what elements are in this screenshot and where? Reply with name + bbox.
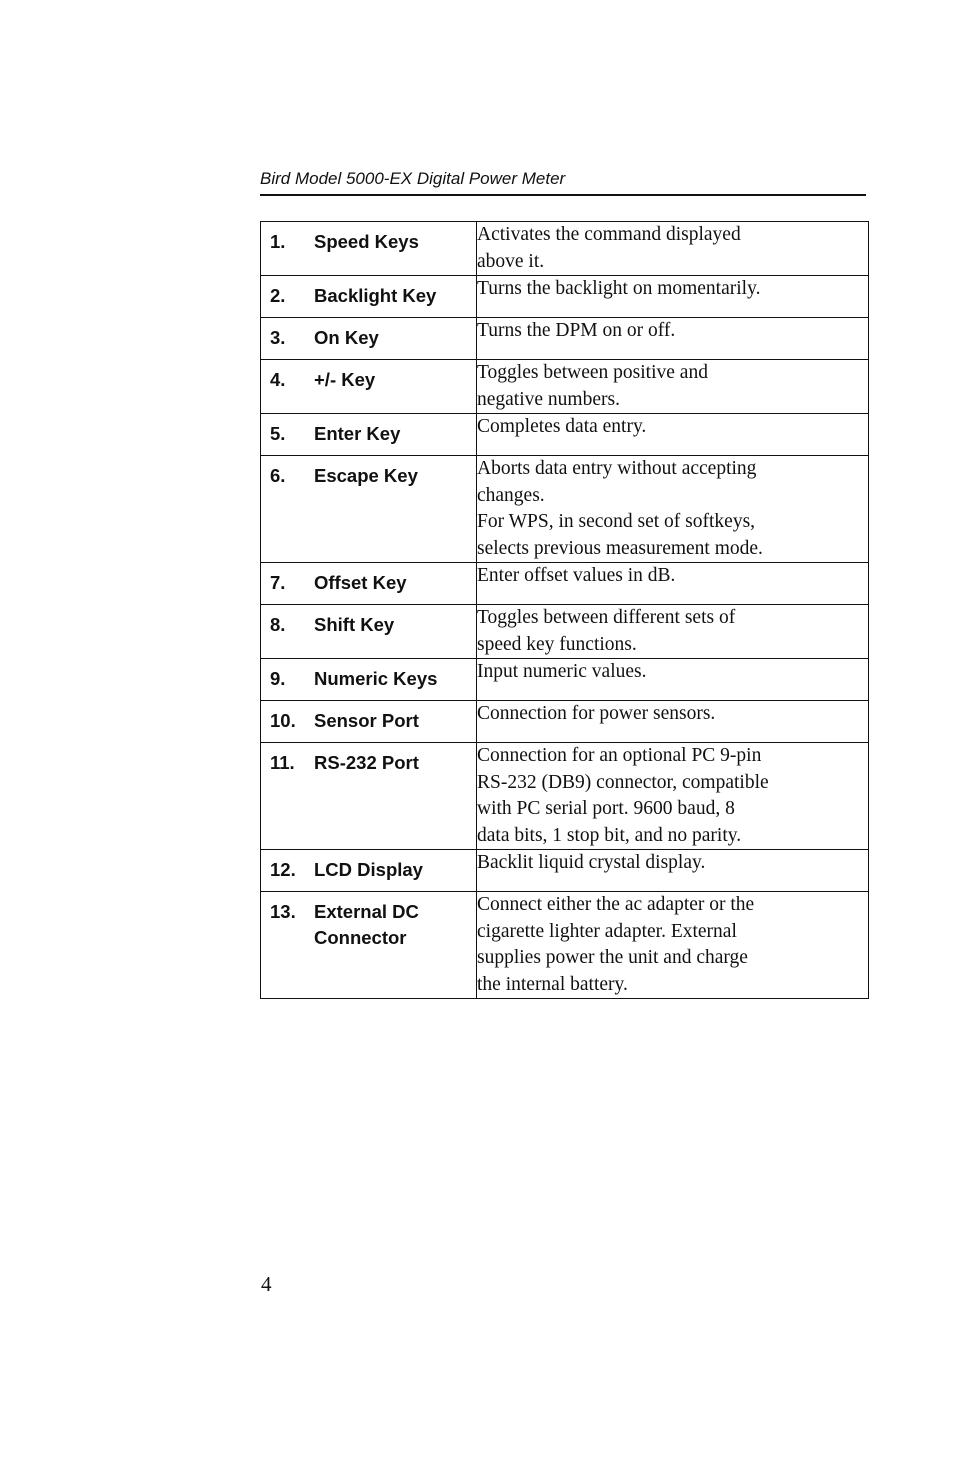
description-line: data bits, 1 stop bit, and no parity. [477,824,742,846]
key-label [261,563,476,604]
key-number: 3. [270,327,286,348]
key-name: Offset Key [314,572,407,593]
key-number: 12. [270,859,296,880]
description-cell [477,276,869,318]
table-row [261,318,869,360]
key-number: 13. [270,901,296,922]
description-line: Toggles between positive and [477,362,708,383]
key-name: On Key [314,327,379,348]
description-line: negative numbers. [477,388,620,410]
key-cell [261,605,477,659]
key-name: LCD Display [314,859,423,880]
description-line: Connect either the ac adapter or the [477,894,755,915]
description-cell [477,563,869,605]
table-row [261,659,869,701]
key-number: 2. [270,285,286,306]
key-label [261,605,476,646]
key-function-table [260,221,869,999]
key-cell [261,276,477,318]
key-label [261,360,476,401]
key-cell [261,456,477,563]
description-cell [477,222,869,276]
description-cell [477,456,869,563]
description-line: For WPS, in second set of softkeys, [477,511,756,532]
description-line: supplies power the unit and charge [477,947,748,968]
description-line: RS-232 (DB9) connector, compatible [477,771,769,793]
description-line: with PC serial port. 9600 baud, 8 [477,798,735,819]
key-label [261,276,476,317]
table-row [261,563,869,605]
key-name: Sensor Port [314,710,419,731]
key-name: Enter Key [314,423,401,444]
key-number: 1. [270,231,286,252]
key-cell [261,850,477,892]
key-number: 7. [270,572,286,593]
key-number: 8. [270,614,286,635]
description-line: Connection for power sensors. [477,703,716,724]
description-line: Aborts data entry without accepting [477,458,757,479]
table-row [261,892,869,999]
description-line: the internal battery. [477,973,628,995]
key-cell [261,659,477,701]
table-row [261,276,869,318]
table-row [261,222,869,276]
key-name: RS-232 Port [314,752,419,773]
key-label [261,456,476,497]
table-row [261,605,869,659]
description-line: selects previous measurement mode. [477,537,763,559]
description-cell [477,414,869,456]
key-cell [261,892,477,999]
description-cell [477,605,869,659]
key-cell [261,360,477,414]
key-name: External DC Connector [314,901,419,948]
table-row [261,701,869,743]
table-row [261,360,869,414]
description-line: Toggles between different sets of [477,607,736,628]
description-line: Backlit liquid crystal display. [477,852,706,873]
description-cell [477,659,869,701]
key-number: 9. [270,668,286,689]
description-line: speed key functions. [477,633,637,655]
key-name: Escape Key [314,465,418,486]
key-name: Shift Key [314,614,395,635]
key-number: 11. [270,752,295,773]
key-cell [261,414,477,456]
description-line: Completes data entry. [477,416,647,437]
description-line: Input numeric values. [477,661,647,682]
description-line: changes. [477,484,545,506]
description-cell [477,360,869,414]
table-row [261,456,869,563]
description-line: Connection for an optional PC 9-pin [477,745,762,766]
page-number: 4 [261,1272,272,1296]
key-number: 6. [270,465,286,486]
key-label [261,743,476,784]
description-cell [477,850,869,892]
key-cell [261,563,477,605]
key-label [261,850,476,891]
running-header: Bird Model 5000-EX Digital Power Meter [260,168,866,196]
description-line: cigarette lighter adapter. External [477,920,737,942]
key-number: 10. [270,710,296,731]
key-label [261,892,476,959]
key-name: Speed Keys [314,231,419,252]
key-number: 5. [270,423,286,444]
key-label [261,701,476,742]
key-label [261,222,476,263]
description-cell [477,892,869,999]
key-function-table-body [261,222,869,999]
table-row [261,743,869,850]
description-line: Turns the DPM on or off. [477,320,676,341]
key-name: +/- Key [314,369,376,390]
table-row [261,414,869,456]
key-label [261,318,476,359]
key-cell [261,743,477,850]
key-name: Backlight Key [314,285,437,306]
table-row [261,850,869,892]
key-number: 4. [270,369,286,390]
key-cell [261,222,477,276]
description-cell [477,743,869,850]
description-line: Activates the command displayed [477,224,741,245]
key-cell [261,318,477,360]
key-label [261,414,476,455]
key-label [261,659,476,700]
description-cell [477,701,869,743]
description-line: above it. [477,250,545,272]
description-line: Turns the backlight on momentarily. [477,278,761,299]
description-line: Enter offset values in dB. [477,565,676,586]
key-name: Numeric Keys [314,668,438,689]
key-cell [261,701,477,743]
description-cell [477,318,869,360]
